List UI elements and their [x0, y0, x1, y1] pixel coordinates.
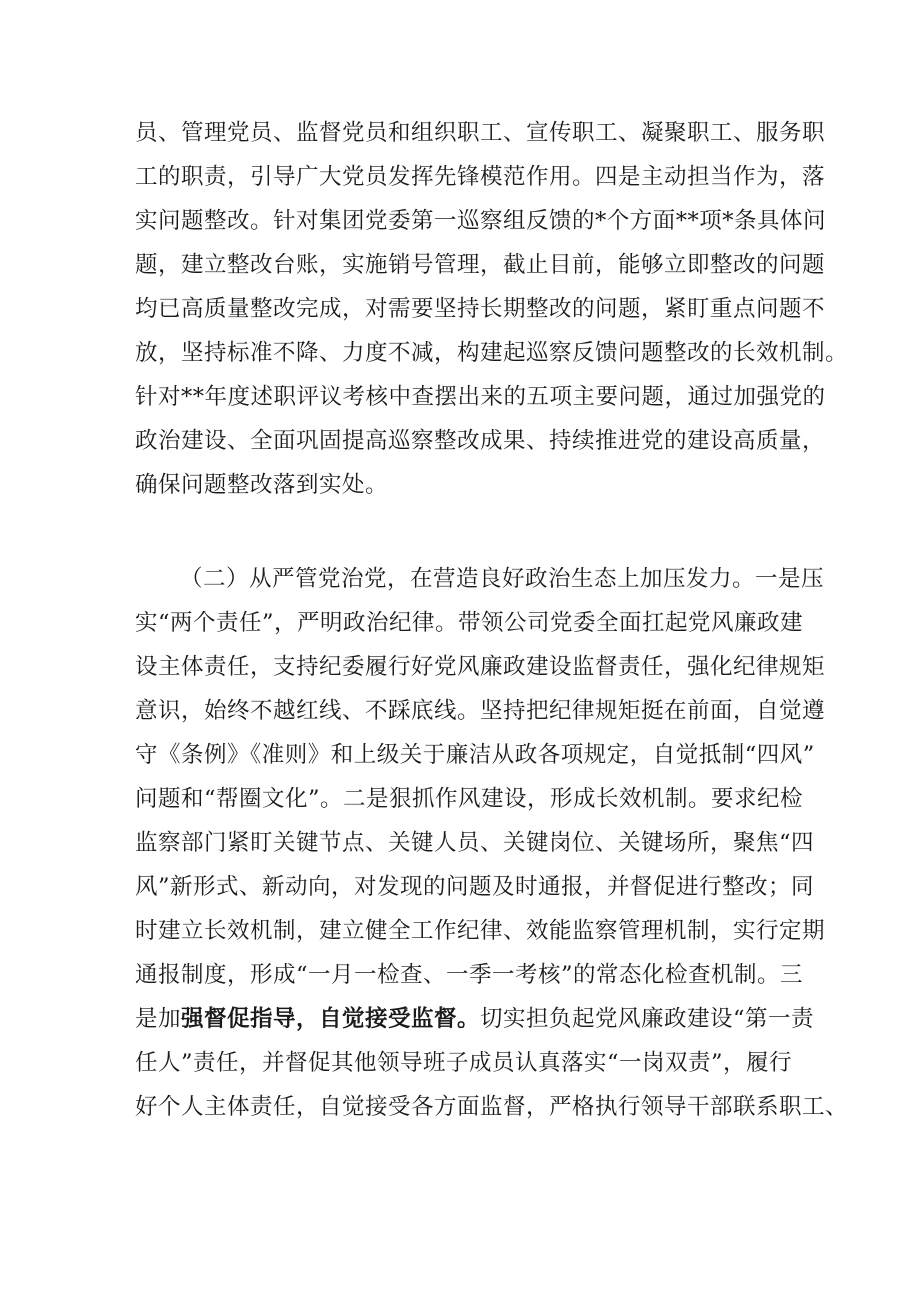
section-heading-line: （二）从严管党治党，在营造良好政治生态上加压发力。一是压 — [180, 566, 825, 592]
text-line: 任人”责任，并督促其他领导班子成员认真落实“一岗双责”，履行 — [135, 1050, 793, 1076]
text-line: 时建立长效机制，建立健全工作纪律、效能监察管理机制，实行定期 — [135, 918, 826, 944]
text-line: 均已高质量整改完成，对需要坚持长期整改的问题，紧盯重点问题不 — [135, 296, 826, 322]
text-line: 好个人主体责任，自觉接受各方面监督，严格执行领导干部联系职工、 — [135, 1094, 849, 1120]
text-line: 针对**年度述职评议考核中查摆出来的五项主要问题，通过加强党的 — [135, 384, 826, 410]
text-line: 通报制度，形成“一月一检查、一季一考核”的常态化检查机制。三 — [135, 962, 804, 988]
text-line: 风”新形式、新动向，对发现的问题及时通报，并督促进行整改；同 — [135, 874, 815, 900]
text-line: 题，建立整改台账，实施销号管理，截止目前，能够立即整改的问题 — [135, 252, 826, 278]
text-line: 监察部门紧盯关键节点、关键人员、关键岗位、关键场所，聚焦“四 — [135, 830, 815, 856]
text-line: 员、管理党员、监督党员和组织职工、宣传职工、凝聚职工、服务职 — [135, 120, 826, 146]
text-line: 政治建设、全面巩固提高巡察整改成果、持续推进党的建设高质量， — [135, 428, 826, 454]
text-line: 设主体责任，支持纪委履行好党风廉政建设监督责任，强化纪律规矩 — [135, 654, 826, 680]
text-run: 切实担负起党风廉政建设“第一责 — [480, 1006, 815, 1032]
text-line-mixed — [135, 1004, 814, 1034]
text-line: 确保问题整改落到实处。 — [135, 472, 389, 498]
text-line: 实问题整改。针对集团党委第一巡察组反馈的*个方面**项*条具体问 — [135, 208, 827, 234]
text-line: 工的职责，引导广大党员发挥先锋模范作用。四是主动担当作为，落 — [135, 164, 826, 190]
text-line: 守《条例》《准则》和上级关于廉洁从政各项规定，自觉抵制“四风” — [135, 742, 815, 768]
text-run: 是加 — [135, 1006, 182, 1032]
text-line: 实“两个责任”，严明政治纪律。带领公司党委全面扛起党风廉政建 — [135, 610, 804, 636]
bold-text-run: 强督促指导，自觉接受监督。 — [181, 1006, 481, 1032]
text-line: 问题和“帮圈文化”。二是狠抓作风建设，形成长效机制。要求纪检 — [135, 786, 804, 812]
text-line: 放，坚持标准不降、力度不减，构建起巡察反馈问题整改的长效机制。 — [135, 340, 849, 366]
text-line: 意识，始终不越红线、不踩底线。坚持把纪律规矩挺在前面，自觉遵 — [135, 698, 826, 724]
